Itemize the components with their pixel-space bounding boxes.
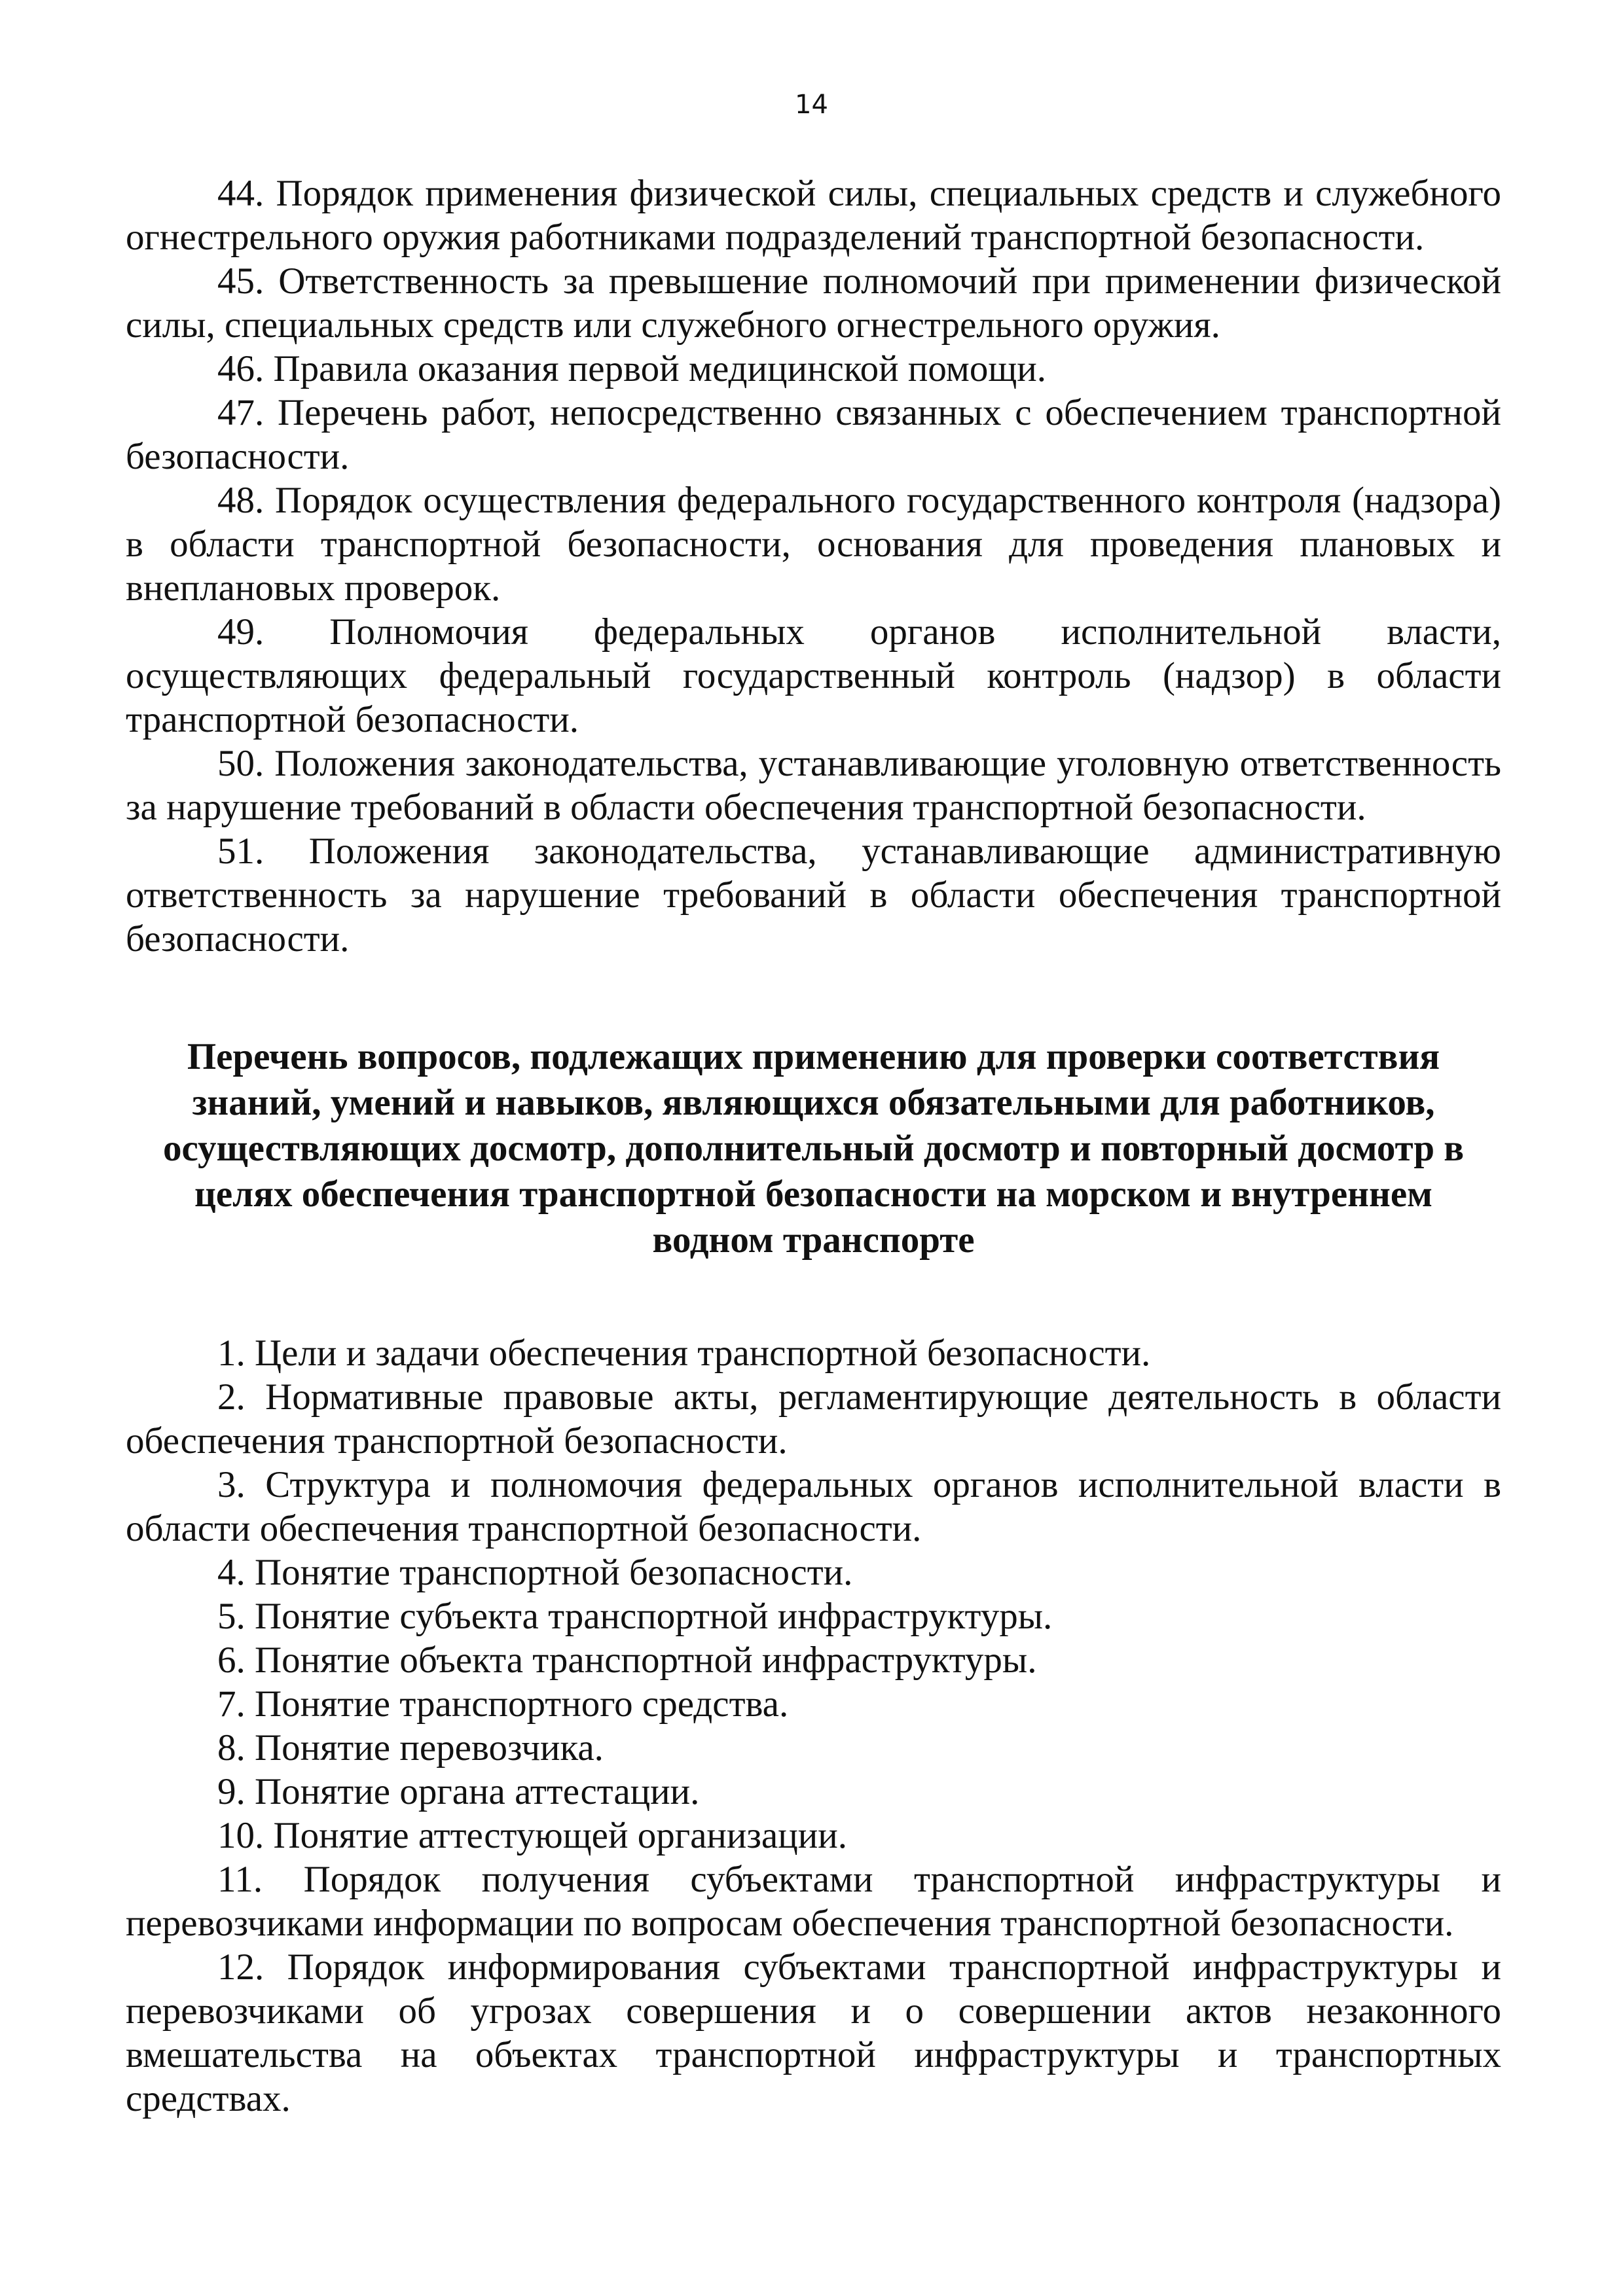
list-item: 46. Правила оказания первой медицинской помощи.	[217, 348, 1046, 389]
list-item: 49. Полномочия федеральных органов исполнительной власти, осуществляющих федеральный государственный контроль (надзор) в области транспортной безопасности.	[126, 611, 1501, 740]
list-item: 50. Положения законодательства, устанавливающие уголовную ответственность за нарушение требований в области обеспечения транспортной безопасности.	[126, 743, 1501, 828]
list-item: 7. Понятие транспортного средства.	[217, 1683, 789, 1725]
list-item: 10. Понятие аттестующей организации.	[217, 1815, 847, 1856]
section-2-list	[126, 1331, 1501, 2121]
list-item: 1. Цели и задачи обеспечения транспортной безопасности.	[217, 1333, 1151, 1374]
list-item: 11. Порядок получения субъектами транспортной инфраструктуры и перевозчиками информации по вопросам обеспечения транспортной безопасности.	[126, 1859, 1501, 1944]
list-item: 6. Понятие объекта транспортной инфраструктуры.	[217, 1640, 1037, 1681]
page-number: 14	[795, 90, 828, 120]
list-item: 12. Порядок информирования субъектами транспортной инфраструктуры и перевозчиками об угрозах совершения и о совершении актов незаконного вмешательства на объектах транспортной инфраструктуры и транспортных средствах.	[126, 1946, 1501, 2119]
list-item: 51. Положения законодательства, устанавливающие административную ответственность за нарушение требований в области обеспечения транспортной безопасности.	[126, 831, 1501, 960]
list-item: 48. Порядок осуществления федерального государственного контроля (надзора) в области транспортной безопасности, основания для проведения плановых и внеплановых проверок.	[126, 480, 1501, 609]
list-item: 45. Ответственность за превышение полномочий при применении физической силы, специальных средств или служебного огнестрельного оружия.	[126, 260, 1501, 346]
list-item: 44. Порядок применения физической силы, специальных средств и служебного огнестрельного оружия работниками подразделений транспортной безопасности.	[126, 173, 1501, 258]
list-item: 5. Понятие субъекта транспортной инфраструктуры.	[217, 1596, 1053, 1637]
list-item: 8. Понятие перевозчика.	[217, 1727, 604, 1768]
section-1-list	[126, 171, 1501, 961]
list-item: 4. Понятие транспортной безопасности.	[217, 1552, 853, 1593]
list-item: 47. Перечень работ, непосредственно связанных с обеспечением транспортной безопасности.	[126, 392, 1501, 477]
section-heading: Перечень вопросов, подлежащих применению для проверки соответствия знаний, умений и навыков, являющихся обязательными для работников, осуществляющих досмотр, дополнительный досмотр и повторный досмотр в целях обеспечения транспортной безопасности на морском и внутреннем водном транспорте	[162, 1036, 1465, 1261]
document-body	[126, 171, 1501, 2121]
list-item: 2. Нормативные правовые акты, регламентирующие деятельность в области обеспечения транспортной безопасности.	[126, 1376, 1501, 1462]
list-item: 9. Понятие органа аттестации.	[217, 1771, 700, 1812]
list-item: 3. Структура и полномочия федеральных органов исполнительной власти в области обеспечения транспортной безопасности.	[126, 1464, 1501, 1549]
